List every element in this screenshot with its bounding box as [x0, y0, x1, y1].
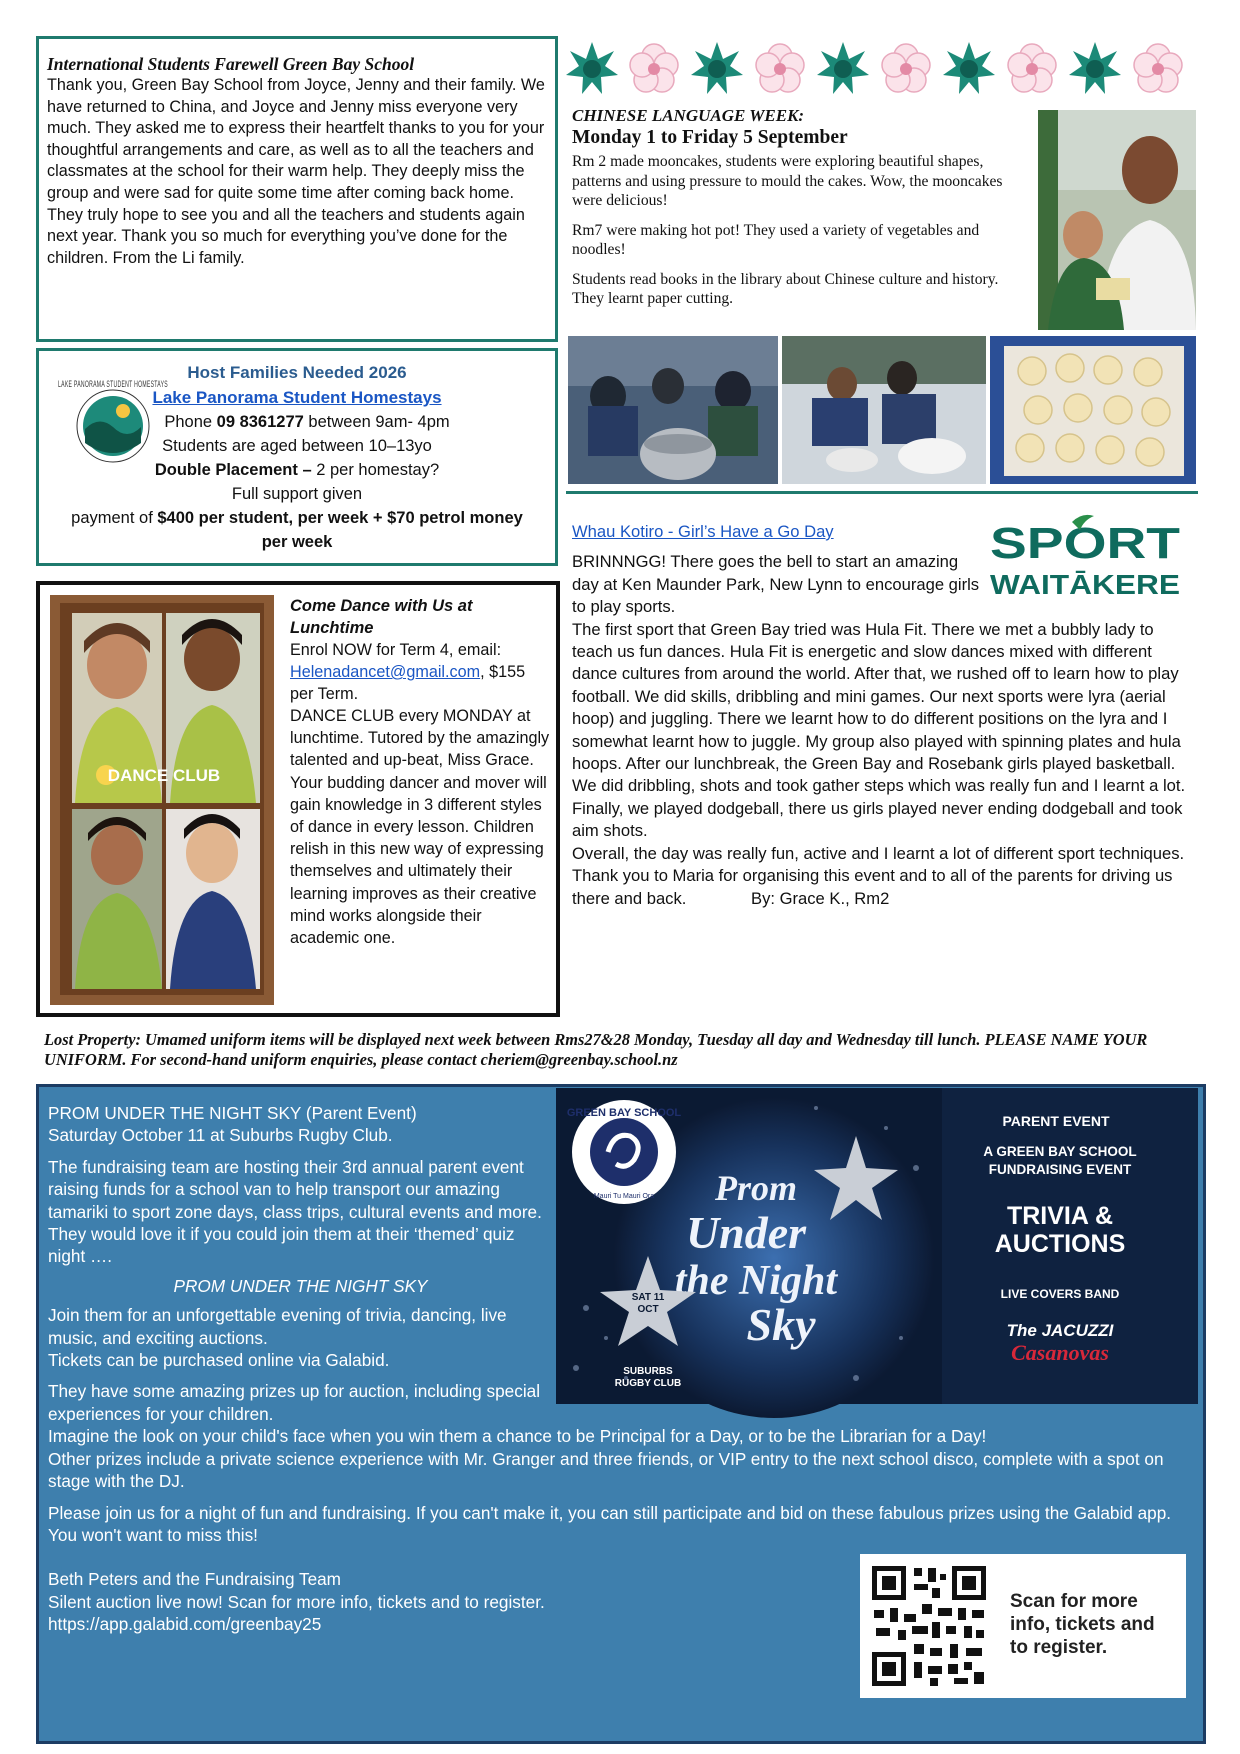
sport-p1: BRINNNGG! There goes the bell to start an amazing day at Ken Maunder Park, New Lynn to encourage girls to play sports. — [572, 552, 980, 617]
qr-code-icon[interactable] — [870, 1564, 988, 1688]
chinese-week-dates: Monday 1 to Friday 5 September — [572, 127, 848, 148]
poster-date-2: OCT — [637, 1304, 659, 1315]
poster-fund-2: FUNDRAISING EVENT — [988, 1162, 1132, 1177]
dance-text — [290, 595, 552, 949]
chinese-week-p2: Rm7 were making hot pot! They used a variety of vegetables and noodles! — [572, 221, 980, 258]
prom-subtitle: PROM UNDER THE NIGHT SKY — [173, 1275, 428, 1296]
prom-sign-2: Silent auction live now! Scan for more info, tickets and to register. — [48, 1591, 545, 1612]
prom-heading-2: Saturday October 11 at Suburbs Rugby Club. — [48, 1125, 393, 1146]
prom-p2: Join them for an unforgettable evening of trivia, dancing, live music, and exciting auctions. — [48, 1305, 507, 1348]
host-double-rest: 2 per homestay? — [311, 461, 440, 479]
poster-band-label: LIVE COVERS BAND — [1000, 1287, 1120, 1301]
poster-band-2: Casanovas — [1011, 1340, 1109, 1365]
pink-flower-icon — [630, 44, 678, 92]
dance-enrol-text: Enrol NOW for Term 4, email: — [290, 641, 502, 659]
teal-flower-icon — [943, 42, 995, 94]
prom-heading-1: PROM UNDER THE NIGHT SKY (Parent Event) — [48, 1103, 417, 1123]
prom-p1: The fundraising team are hosting their 3rd annual parent event raising funds for a school van to help transport our amazing tamariki to sport zone days, class trips, cultural events and more. They would love it if you could join them at their ‘themed’ quiz night …. — [48, 1156, 542, 1267]
poster-band-1: The JACUZZI — [1006, 1321, 1114, 1340]
hotpot-photo-2 — [782, 336, 986, 484]
section-divider — [566, 491, 1198, 494]
dance-body: DANCE CLUB every MONDAY at lunchtime. Tutored by the amazingly talented and up-beat, Miss Grace. Your budding dancer and mover will gain knowledge in 3 different styles of dance in every lesson. Children relish in this new way of expressing themselves and ultimately their learning improves as their creative mind works alongside their academic one. — [290, 707, 550, 948]
host-payment-pre: payment of — [71, 509, 158, 527]
prom-sign-1: Beth Peters and the Fundraising Team — [48, 1569, 341, 1590]
poster-fund-1: A GREEN BAY SCHOOL — [983, 1144, 1137, 1159]
flower-border — [562, 40, 1202, 98]
poster-event: PARENT EVENT — [1002, 1113, 1110, 1129]
lost-property-notice: Lost Property: Umamed uniform items will be displayed next week between Rms27&28 Monday, Tuesday all day and Wednesday till lunch. PLEASE NAME YOUR UNIFORM. For second-hand uniform enquiries, please contact cheriem@greenbay.school.nz — [44, 1030, 1148, 1069]
poster-trivia-2: AUCTIONS — [994, 1230, 1126, 1258]
prom-p3b: Imagine the look on your child's face when you win them a chance to be Principal for a Day, or to be the Librarian for a Day! — [48, 1426, 987, 1447]
prom-poster — [556, 1088, 1198, 1404]
dance-club-label: DANCE CLUB — [107, 766, 221, 785]
prom-p3c: Other prizes include a private science experience with Mr. Granger and three friends, or VIP entry to the next school disco, complete with a spot on stage with the DJ. — [48, 1448, 1164, 1492]
host-phone-line — [39, 410, 555, 434]
poster-title-3: the Night — [674, 1258, 838, 1304]
host-phone: 09 8361277 — [216, 413, 304, 431]
poster-school-name: GREEN BAY SCHOOL — [566, 1107, 682, 1119]
prom-url[interactable]: https://app.galabid.com/greenbay25 — [48, 1614, 322, 1635]
teal-flower-icon — [566, 42, 618, 94]
host-payment — [39, 506, 555, 554]
host-phone-label: Phone — [164, 413, 217, 431]
poster-trivia-1: TRIVIA & — [1006, 1202, 1114, 1230]
prom-p4: Please join us for a night of fun and fundraising. If you can't make it, you can still participate and bid on these fabulous prizes using the Galabid app. You won't want to miss this! — [48, 1502, 1172, 1545]
pink-flower-icon — [1134, 44, 1182, 92]
host-ages: Students are aged between 10–13yo — [162, 437, 432, 455]
pink-flower-icon — [756, 44, 804, 92]
poster-title-1: Prom — [714, 1168, 798, 1208]
qr-caption: Scan for more info, tickets and to register. — [1010, 1591, 1155, 1658]
pink-flower-icon — [882, 44, 930, 92]
host-double-label: Double Placement – — [154, 461, 312, 479]
teacher-mooncake-photo — [1038, 110, 1196, 330]
chinese-week-p1: Rm 2 made mooncakes, students were exploring beautiful shapes, patterns and using pressure to mould the cakes. Wow, the mooncakes were delicious! — [572, 153, 1003, 209]
dance-box — [36, 581, 560, 1017]
host-link[interactable]: Lake Panorama Student Homestays — [152, 388, 442, 407]
sport-logo-bottom: WAITĀKERE — [990, 569, 1180, 600]
dance-enrol — [290, 639, 552, 705]
prom-p3a: They have some amazing prizes up for auction, including special experiences for your children. — [48, 1381, 541, 1424]
host-support: Full support given — [231, 485, 363, 503]
poster-title-4: Sky — [746, 1299, 816, 1350]
poster-motto: Mauri Tu Mauri Ora — [593, 1193, 655, 1200]
sport-p4 — [572, 865, 1188, 910]
poster-venue-1: SUBURBS — [623, 1366, 673, 1377]
poster-venue-2: RUGBY CLUB — [614, 1378, 682, 1389]
poster-date-1: SAT 11 — [631, 1292, 665, 1303]
teal-flower-icon — [691, 42, 743, 94]
sport-p3: Overall, the day was really fun, active and I learnt a lot of different sport techniques. — [572, 843, 1185, 863]
farewell-box — [36, 36, 558, 342]
farewell-body: Thank you, Green Bay School from Joyce, Jenny and their family. We have returned to China, and Joyce and Jenny miss everyone very much. They asked me to express their heartfelt thanks to you for your thoughtful arrangements and care, as well as to all the teachers and classmates at the school for their warm help. They deeply miss the group and were sad for quite some time after coming back home. They truly hope to see you and all the teachers and students again next year. Thank you so much for everything you’ve done for the children. From the Li family. — [47, 76, 545, 267]
sport-p2: The first sport that Green Bay tried was Hula Fit. There we met a bubbly lady to teach us fun dances. Hula Fit is energetic and slow dances mixed with different dance cultures from around the world. After that, we rushed off to learn how to play football. We did skills, dribbling and mini games. Our next sports were lyra (aerial hoop) and juggling. There we learnt how to do different positions on the lyra and I somewhat learnt how to juggle. My group also played with spinning plates and hula hoops. After our lunchbreak, the Green Bay and Rosebank girls played basketball. We did dribbling, shots and took gather steps which was really fun and I learnt a lot. Finally, we played dodgeball, there us girls played never ending dodgeball and took aim shots. — [572, 619, 1186, 841]
dance-price: , $155 per Term. — [290, 663, 526, 703]
hotpot-photo-1 — [568, 336, 778, 484]
chinese-week-p3: Students read books in the library about Chinese culture and history. They learnt paper cutting. — [572, 270, 999, 307]
dance-email-link[interactable]: Helenadancet@gmail.com — [290, 663, 481, 681]
dance-title: Come Dance with Us at Lunchtime — [290, 597, 473, 637]
chinese-week-section — [572, 106, 1020, 309]
poster-title-2: Under — [685, 1207, 807, 1258]
sport-thanks: Thank you to Maria for organising this event and to all of the parents for driving us there and back. — [572, 866, 1173, 908]
sport-title-link[interactable]: Whau Kotiro - Girl’s Have a Go Day — [572, 522, 834, 541]
host-text — [39, 361, 555, 554]
qr-card — [860, 1554, 1186, 1698]
prom-p2b: Tickets can be purchased online via Galabid. — [48, 1350, 390, 1371]
chinese-week-title: CHINESE LANGUAGE WEEK: — [572, 106, 805, 125]
mooncakes-photo — [990, 336, 1196, 484]
sport-article — [572, 521, 1188, 910]
logo-text: LAKE PANORAMA STUDENT HOMESTAYS — [58, 379, 168, 389]
host-title: Host Families Needed 2026 — [187, 363, 407, 382]
pink-flower-icon — [1008, 44, 1056, 92]
sport-logo-top: SPORT — [990, 519, 1181, 568]
sport-byline: By: Grace K., Rm2 — [751, 888, 890, 908]
host-families-box — [36, 348, 558, 566]
host-double — [39, 458, 555, 482]
host-phone-hours: between 9am- 4pm — [303, 413, 450, 431]
dance-club-photo — [50, 595, 274, 1005]
teal-flower-icon — [817, 42, 869, 94]
teal-flower-icon — [1069, 42, 1121, 94]
farewell-title: International Students Farewell Green Bay School — [47, 54, 415, 74]
host-payment-amount: $400 per student, per week + $70 petrol money per week — [157, 509, 523, 551]
